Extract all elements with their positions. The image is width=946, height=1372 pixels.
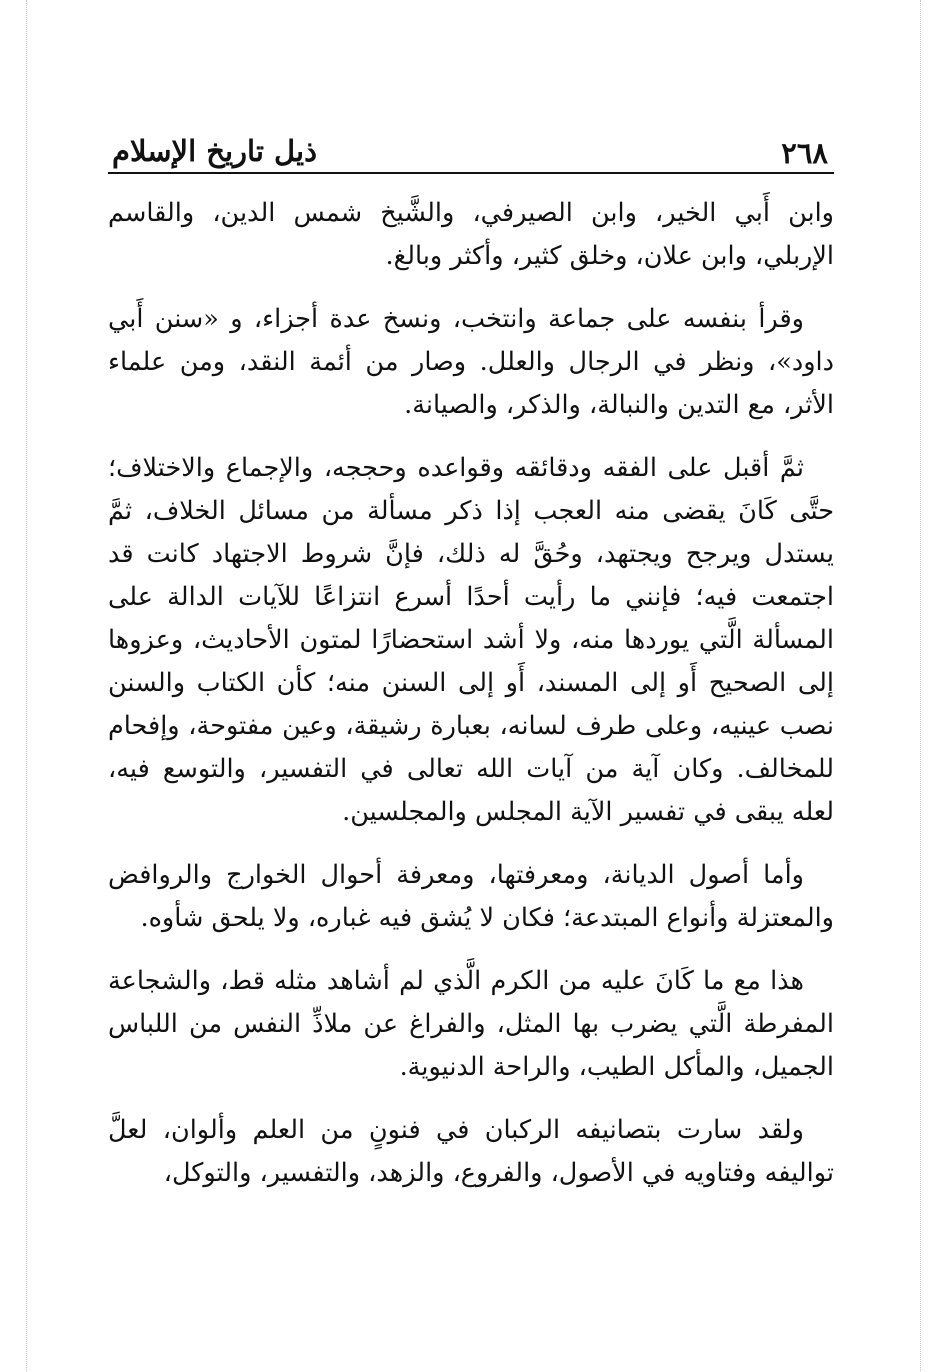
page-body — [108, 192, 834, 1195]
paragraph: وأما أصول الديانة، ومعرفتها، ومعرفة أحوال الخوارج والروافض والمعتزلة وأنواع المبتدعة؛ فكان لا يُشق فيه غباره، ولا يلحق شأوه. — [108, 860, 834, 933]
scan-edge-left — [26, 0, 27, 1372]
paragraph: هذا مع ما كَانَ عليه من الكرم الَّذي لم أشاهد مثله قط، والشجاعة المفرطة الَّتي يضرب بها المثل، والفراغ عن ملاذِّ النفس من اللباس الجميل، والمأكل الطيب، والراحة الدنيوية. — [108, 966, 834, 1082]
paragraph: وابن أَبي الخير، وابن الصيرفي، والشَّيخ شمس الدين، والقاسم الإربلي، وابن علان، وخلق كثير، وأكثر وبالغ. — [108, 198, 834, 271]
page-number: ٢٦٨ — [781, 136, 828, 170]
running-title: ذيل تاريخ الإسلام — [112, 134, 317, 168]
header-rule — [108, 172, 834, 174]
paragraph: ثمَّ أقبل على الفقه ودقائقه وقواعده وحججه، والإجماع والاختلاف؛ حتَّى كَانَ يقضى منه العجب إذا ذكر مسألة من مسائل الخلاف، ثمَّ يستدل ويرجح ويجتهد، وحُقَّ له ذلك، فإنَّ شروط الاجتهاد كانت قد اجتمعت فيه؛ فإنني ما رأيت أحدًا أسرع انتزاعًا للآيات الدالة على المسألة الَّتي يوردها منه، ولا أشد استحضارًا لمتون الأحاديث، وعزوها إلى الصحيح أَو إلى المسند، أَو إلى السنن منه؛ كأن الكتاب والسنن نصب عينيه، وعلى طرف لسانه، بعبارة رشيقة، وعين مفتوحة، وإفحام للمخالف. وكان آية من آيات الله تعالى في التفسير، والتوسع فيه، لعله يبقى في تفسير الآية المجلس والمجلسين. — [108, 453, 834, 827]
paragraph: ولقد سارت بتصانيفه الركبان في فنونٍ من العلم وألوان، لعلَّ تواليفه وفتاويه في الأصول، والفروع، والزهد، والتفسير، والتوكل، — [108, 1115, 834, 1188]
scan-edge-right — [920, 0, 921, 1372]
book-page — [108, 122, 834, 1302]
paragraph: وقرأ بنفسه على جماعة وانتخب، ونسخ عدة أجزاء، و «سنن أَبي داود»، ونظر في الرجال والعلل. وصار من أئمة النقد، ومن علماء الأثر، مع التدين والنبالة، والذكر، والصيانة. — [108, 304, 834, 420]
page-header — [108, 122, 834, 178]
